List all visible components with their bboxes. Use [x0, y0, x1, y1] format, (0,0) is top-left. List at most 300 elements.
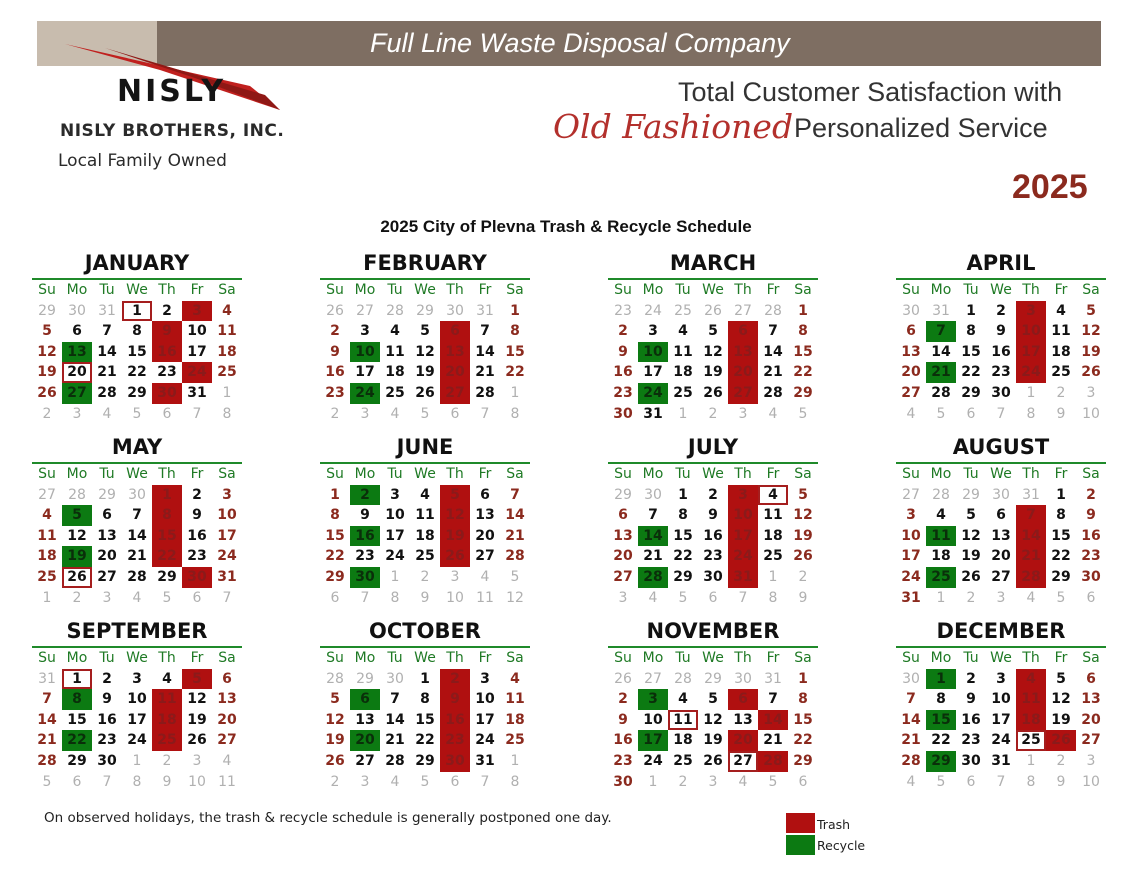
weekday-header: Su: [614, 466, 632, 482]
calendar-day: 19: [1081, 343, 1101, 360]
adjacent-month-day: 30: [386, 670, 404, 687]
trash-day: 28: [758, 751, 788, 772]
month-november: [608, 616, 818, 792]
weekday-header: Tu: [99, 466, 115, 482]
holiday-day: 1: [62, 669, 92, 690]
adjacent-month-day: 31: [476, 302, 494, 319]
calendar-day: 31: [901, 589, 921, 606]
calendar-day: 29: [127, 384, 147, 401]
holiday-day: 26: [62, 567, 92, 588]
adjacent-month-day: 8: [1026, 773, 1036, 790]
calendar-day: 14: [37, 711, 57, 728]
month-april: [896, 248, 1106, 424]
adjacent-month-day: 5: [162, 589, 172, 606]
calendar-day: 3: [390, 486, 400, 503]
calendar-day: 17: [127, 711, 147, 728]
adjacent-month-day: 1: [510, 752, 520, 769]
adjacent-month-day: 9: [162, 773, 172, 790]
trash-day: 3: [1016, 301, 1046, 322]
trash-day: 3: [728, 485, 758, 506]
calendar-day: 19: [793, 527, 813, 544]
trash-day: 24: [182, 362, 212, 383]
trash-day: 30: [440, 751, 470, 772]
trash-day: 1: [152, 485, 182, 506]
adjacent-month-day: 8: [390, 589, 400, 606]
calendar-day: 4: [678, 323, 688, 340]
calendar-day: 31: [643, 405, 663, 422]
trash-day: 18: [152, 710, 182, 731]
calendar-day: 11: [37, 527, 57, 544]
month-title: JANUARY: [84, 251, 190, 275]
recycle-day: 17: [638, 730, 668, 751]
logo-wordmark: NISLY: [117, 74, 227, 109]
weekday-header: Tu: [99, 282, 115, 298]
calendar-day: 7: [768, 323, 778, 340]
adjacent-month-day: 2: [42, 405, 52, 422]
calendar-day: 18: [673, 732, 693, 749]
calendar-day: 26: [1081, 364, 1101, 381]
calendar-day: 19: [37, 364, 57, 381]
calendar-day: 3: [480, 670, 490, 687]
adjacent-month-day: 9: [1056, 405, 1066, 422]
weekday-header: Th: [446, 282, 464, 298]
adjacent-month-day: 10: [1082, 405, 1100, 422]
adjacent-month-day: 7: [222, 589, 232, 606]
calendar-day: 27: [475, 548, 495, 565]
adjacent-month-day: 8: [510, 405, 520, 422]
calendar-day: 7: [480, 323, 490, 340]
calendar-day: 28: [475, 384, 495, 401]
calendar-day: 24: [217, 548, 237, 565]
weekday-header: We: [414, 282, 436, 298]
calendar-day: 18: [931, 548, 951, 565]
adjacent-month-day: 2: [1056, 752, 1066, 769]
weekday-header: Su: [902, 466, 920, 482]
calendar-day: 23: [613, 384, 633, 401]
adjacent-month-day: 26: [704, 302, 722, 319]
adjacent-month-day: 6: [798, 773, 808, 790]
trash-day: 16: [440, 710, 470, 731]
calendar-day: 19: [703, 732, 723, 749]
calendar-day: 4: [162, 670, 172, 687]
recycle-day: 30: [350, 567, 380, 588]
calendar-day: 28: [763, 384, 783, 401]
calendar-day: 9: [330, 343, 340, 360]
adjacent-month-day: 2: [330, 405, 340, 422]
weekday-header: Mo: [642, 650, 664, 666]
month-day-grid: [896, 280, 1106, 424]
calendar-day: 9: [618, 711, 628, 728]
adjacent-month-day: 2: [72, 589, 82, 606]
calendar-day: 5: [1086, 302, 1096, 319]
calendar-day: 2: [1086, 486, 1096, 503]
adjacent-month-day: 4: [648, 589, 658, 606]
adjacent-month-day: 23: [614, 302, 632, 319]
weekday-header: Mo: [642, 466, 664, 482]
calendar-day: 15: [325, 527, 345, 544]
adjacent-month-day: 3: [618, 589, 628, 606]
schedule-year: 2025: [1012, 168, 1088, 206]
calendar-day: 16: [991, 343, 1011, 360]
calendar-day: 3: [360, 323, 370, 340]
weekday-header: Tu: [387, 650, 403, 666]
weekday-header: Su: [902, 282, 920, 298]
adjacent-month-day: 5: [420, 405, 430, 422]
calendar-day: 22: [793, 364, 813, 381]
calendar-day: 23: [613, 752, 633, 769]
weekday-header: Mo: [354, 466, 376, 482]
calendar-day: 22: [325, 548, 345, 565]
calendar-day: 25: [673, 384, 693, 401]
adjacent-month-day: 10: [446, 589, 464, 606]
calendar-day: 29: [961, 384, 981, 401]
calendar-day: 25: [385, 384, 405, 401]
trash-day: 23: [440, 730, 470, 751]
weekday-header: Su: [614, 282, 632, 298]
adjacent-month-day: 8: [510, 773, 520, 790]
calendar-day: 7: [648, 507, 658, 524]
calendar-day: 26: [325, 752, 345, 769]
weekday-header: Th: [734, 650, 752, 666]
weekday-header: We: [414, 650, 436, 666]
trash-day: 25: [152, 730, 182, 751]
calendar-day: 5: [42, 323, 52, 340]
adjacent-month-day: 30: [992, 486, 1010, 503]
trash-day: 26: [440, 546, 470, 567]
calendar-day: 4: [390, 323, 400, 340]
trash-day: 15: [152, 526, 182, 547]
legend-recycle-swatch: [786, 835, 815, 855]
month-title: NOVEMBER: [646, 619, 780, 643]
calendar-day: 7: [390, 691, 400, 708]
calendar-day: 5: [966, 507, 976, 524]
calendar-day: 23: [187, 548, 207, 565]
month-day-grid: [32, 464, 242, 608]
adjacent-month-day: 5: [768, 773, 778, 790]
trash-day: 19: [440, 526, 470, 547]
weekday-header: Su: [326, 650, 344, 666]
calendar-day: 23: [157, 364, 177, 381]
calendar-day: 25: [673, 752, 693, 769]
calendar-day: 29: [673, 568, 693, 585]
calendar-day: 14: [97, 343, 117, 360]
calendar-day: 25: [37, 568, 57, 585]
calendar-day: 19: [187, 711, 207, 728]
month-title: JUNE: [396, 435, 454, 459]
weekday-header: Sa: [794, 650, 812, 666]
adjacent-month-day: 1: [132, 752, 142, 769]
calendar-day: 15: [793, 343, 813, 360]
trash-day: 5: [182, 669, 212, 690]
calendar-day: 2: [966, 670, 976, 687]
calendar-day: 18: [505, 711, 525, 728]
adjacent-month-day: 6: [330, 589, 340, 606]
weekday-header: Sa: [1082, 466, 1100, 482]
calendar-day: 10: [217, 507, 237, 524]
calendar-day: 18: [763, 527, 783, 544]
adjacent-month-day: 4: [906, 773, 916, 790]
calendar-day: 5: [330, 691, 340, 708]
adjacent-month-day: 7: [480, 405, 490, 422]
month-title: MARCH: [669, 251, 757, 275]
adjacent-month-day: 4: [480, 568, 490, 585]
legend-trash-swatch: [786, 813, 815, 833]
holiday-day: 25: [1016, 730, 1046, 751]
month-september: [32, 616, 242, 792]
trash-day: 2: [440, 669, 470, 690]
calendar-day: 12: [1081, 323, 1101, 340]
calendar-day: 11: [1051, 323, 1071, 340]
weekday-header: We: [990, 282, 1012, 298]
weekday-header: Fr: [766, 466, 780, 482]
month-title: SEPTEMBER: [66, 619, 208, 643]
weekday-header: Tu: [963, 650, 979, 666]
calendar-day: 15: [961, 343, 981, 360]
calendar-day: 5: [708, 323, 718, 340]
calendar-day: 10: [643, 711, 663, 728]
trash-day: 13: [440, 342, 470, 363]
calendar-day: 15: [505, 343, 525, 360]
month-december: [896, 616, 1106, 792]
trash-day: 10: [1016, 321, 1046, 342]
calendar-day: 6: [222, 670, 232, 687]
trash-day: 22: [152, 546, 182, 567]
calendar-day: 6: [996, 507, 1006, 524]
trash-day: 14: [1016, 526, 1046, 547]
calendar-day: 15: [127, 343, 147, 360]
recycle-day: 21: [926, 362, 956, 383]
calendar-day: 27: [217, 732, 237, 749]
adjacent-month-day: 4: [390, 773, 400, 790]
holiday-day: 1: [122, 301, 152, 322]
trash-day: 31: [728, 567, 758, 588]
adjacent-month-day: 4: [390, 405, 400, 422]
calendar-day: 4: [678, 691, 688, 708]
month-day-grid: [896, 648, 1106, 792]
calendar-day: 17: [643, 364, 663, 381]
recycle-day: 6: [350, 689, 380, 710]
weekday-header: Mo: [930, 282, 952, 298]
calendar-day: 8: [132, 323, 142, 340]
adjacent-month-day: 11: [218, 773, 236, 790]
adjacent-month-day: 5: [132, 405, 142, 422]
calendar-day: 12: [1051, 691, 1071, 708]
adjacent-month-day: 10: [1082, 773, 1100, 790]
month-october: [320, 616, 530, 792]
weekday-header: Mo: [66, 466, 88, 482]
calendar-day: 12: [793, 507, 813, 524]
recycle-day: 7: [926, 321, 956, 342]
calendar-day: 28: [385, 752, 405, 769]
adjacent-month-day: 1: [936, 589, 946, 606]
weekday-header: Th: [446, 650, 464, 666]
calendar-day: 2: [618, 323, 628, 340]
calendar-day: 7: [42, 691, 52, 708]
calendar-day: 19: [961, 548, 981, 565]
holiday-day: 20: [62, 362, 92, 383]
calendar-day: 26: [415, 384, 435, 401]
weekday-header: Th: [158, 466, 176, 482]
adjacent-month-day: 3: [102, 589, 112, 606]
calendar-day: 23: [355, 548, 375, 565]
recycle-day: 3: [638, 689, 668, 710]
calendar-day: 7: [510, 486, 520, 503]
trash-day: 5: [440, 485, 470, 506]
calendar-day: 1: [420, 670, 430, 687]
calendar-day: 12: [325, 711, 345, 728]
weekday-header: Fr: [766, 650, 780, 666]
recycle-day: 28: [638, 567, 668, 588]
adjacent-month-day: 27: [734, 302, 752, 319]
recycle-day: 24: [350, 383, 380, 404]
adjacent-month-day: 31: [932, 302, 950, 319]
calendar-day: 18: [37, 548, 57, 565]
month-day-grid: [608, 280, 818, 424]
trash-day: 27: [728, 383, 758, 404]
calendar-day: 8: [678, 507, 688, 524]
calendar-day: 26: [961, 568, 981, 585]
recycle-day: 20: [350, 730, 380, 751]
calendar-day: 6: [72, 323, 82, 340]
adjacent-month-day: 7: [192, 405, 202, 422]
calendar-day: 9: [1086, 507, 1096, 524]
calendar-day: 21: [37, 732, 57, 749]
calendar-day: 25: [763, 548, 783, 565]
calendar-day: 2: [330, 323, 340, 340]
trash-day: 26: [1046, 730, 1076, 751]
trash-day: 3: [182, 301, 212, 322]
calendar-day: 8: [966, 323, 976, 340]
recycle-day: 14: [638, 526, 668, 547]
calendar-day: 16: [613, 364, 633, 381]
calendar-day: 14: [763, 343, 783, 360]
adjacent-month-day: 4: [222, 752, 232, 769]
calendar-day: 27: [1081, 732, 1101, 749]
adjacent-month-day: 27: [356, 302, 374, 319]
recycle-day: 5: [62, 505, 92, 526]
calendar-day: 29: [793, 384, 813, 401]
slogan-line-1: Total Customer Satisfaction with: [678, 77, 1063, 107]
calendar-day: 16: [961, 711, 981, 728]
calendar-day: 18: [1051, 343, 1071, 360]
weekday-header: Sa: [506, 466, 524, 482]
month-day-grid: [608, 464, 818, 608]
month-title: MAY: [111, 435, 163, 459]
adjacent-month-day: 2: [708, 405, 718, 422]
recycle-day: 8: [62, 689, 92, 710]
weekday-header: Mo: [66, 282, 88, 298]
calendar-day: 5: [420, 323, 430, 340]
calendar-day: 19: [325, 732, 345, 749]
recycle-day: 19: [62, 546, 92, 567]
adjacent-month-day: 28: [326, 670, 344, 687]
trash-day: 17: [1016, 342, 1046, 363]
recycle-day: 2: [350, 485, 380, 506]
calendar-day: 4: [1056, 302, 1066, 319]
calendar-day: 16: [187, 527, 207, 544]
adjacent-month-day: 6: [450, 773, 460, 790]
calendar-day: 14: [127, 527, 147, 544]
adjacent-month-day: 28: [932, 486, 950, 503]
adjacent-month-day: 3: [738, 405, 748, 422]
calendar-day: 30: [961, 752, 981, 769]
adjacent-month-day: 5: [798, 405, 808, 422]
weekday-header: Th: [1022, 466, 1040, 482]
calendar-day: 9: [192, 507, 202, 524]
calendar-day: 13: [1081, 691, 1101, 708]
trash-day: 8: [152, 505, 182, 526]
calendar-day: 12: [961, 527, 981, 544]
recycle-day: 10: [350, 342, 380, 363]
adjacent-month-day: 1: [768, 568, 778, 585]
trash-day: 20: [728, 730, 758, 751]
trash-day: 11: [1016, 689, 1046, 710]
weekday-header: Sa: [506, 650, 524, 666]
calendar-day: 22: [505, 364, 525, 381]
calendar-day: 24: [991, 732, 1011, 749]
calendar-day: 13: [97, 527, 117, 544]
calendar-day: 21: [643, 548, 663, 565]
calendar-day: 20: [475, 527, 495, 544]
adjacent-month-day: 8: [1026, 405, 1036, 422]
holiday-note: On observed holidays, the trash & recycle schedule is generally postponed one day.: [44, 810, 612, 826]
weekday-header: We: [990, 650, 1012, 666]
calendar-day: 9: [618, 343, 628, 360]
calendar-day: 27: [991, 568, 1011, 585]
month-title: APRIL: [966, 251, 1036, 275]
adjacent-month-day: 30: [128, 486, 146, 503]
recycle-day: 22: [62, 730, 92, 751]
recycle-day: 29: [926, 751, 956, 772]
calendar-day: 11: [415, 507, 435, 524]
adjacent-month-day: 5: [420, 773, 430, 790]
calendar-day: 4: [510, 670, 520, 687]
calendar-day: 6: [906, 323, 916, 340]
month-day-grid: [320, 648, 530, 792]
adjacent-month-day: 4: [906, 405, 916, 422]
calendar-day: 16: [1081, 527, 1101, 544]
calendar-day: 10: [991, 691, 1011, 708]
calendar-day: 25: [217, 364, 237, 381]
trash-day: 6: [728, 321, 758, 342]
adjacent-month-day: 7: [996, 773, 1006, 790]
adjacent-month-day: 3: [360, 405, 370, 422]
calendar-day: 2: [162, 302, 172, 319]
adjacent-month-day: 2: [678, 773, 688, 790]
calendar-day: 13: [217, 691, 237, 708]
adjacent-month-day: 7: [996, 405, 1006, 422]
calendar-day: 31: [217, 568, 237, 585]
calendar-day: 7: [102, 323, 112, 340]
adjacent-month-day: 8: [768, 589, 778, 606]
recycle-day: 11: [926, 526, 956, 547]
calendar-day: 22: [961, 364, 981, 381]
adjacent-month-day: 30: [446, 302, 464, 319]
calendar-day: 23: [325, 384, 345, 401]
adjacent-month-day: 9: [798, 589, 808, 606]
calendar-day: 20: [97, 548, 117, 565]
weekday-header: Th: [734, 282, 752, 298]
adjacent-month-day: 3: [708, 773, 718, 790]
calendar-day: 29: [1051, 568, 1071, 585]
trash-day: 7: [1016, 505, 1046, 526]
adjacent-month-day: 1: [222, 384, 232, 401]
weekday-header: Sa: [1082, 650, 1100, 666]
calendar-day: 26: [37, 384, 57, 401]
weekday-header: We: [702, 466, 724, 482]
weekday-header: We: [414, 466, 436, 482]
weekday-header: Th: [1022, 650, 1040, 666]
